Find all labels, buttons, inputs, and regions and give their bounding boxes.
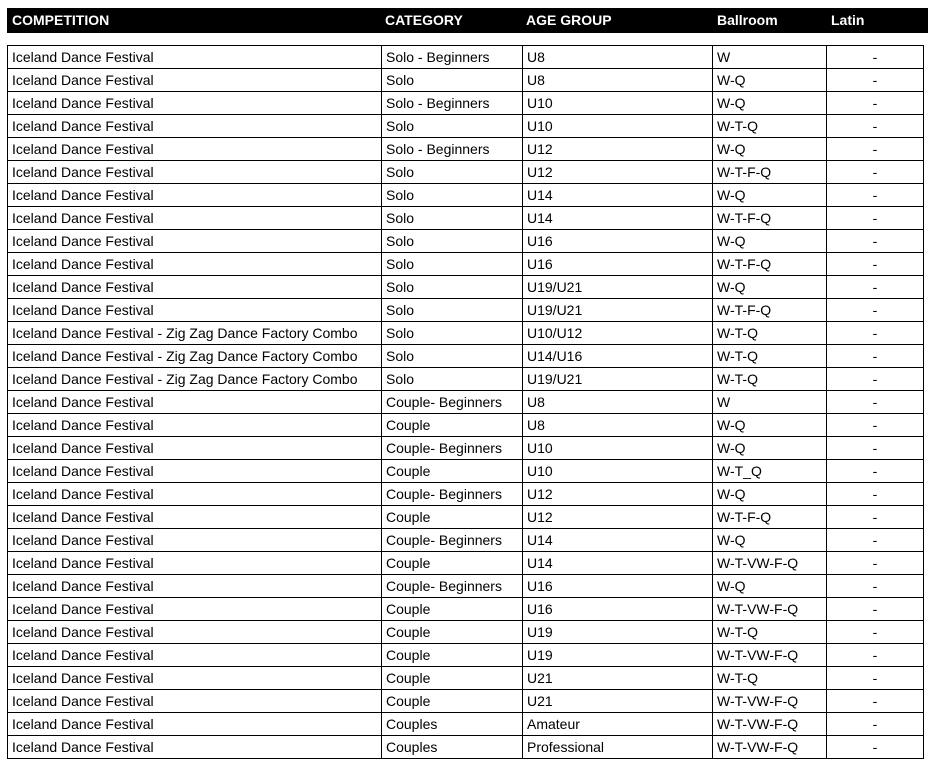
category-cell[interactable]: Couple	[382, 460, 523, 483]
table-row[interactable]	[8, 276, 924, 299]
competition-cell[interactable]: Iceland Dance Festival	[8, 92, 382, 115]
ballroom-cell[interactable]: W-T-F-Q	[713, 161, 827, 184]
age-group-cell[interactable]: U16	[523, 230, 713, 253]
table-row[interactable]	[8, 483, 924, 506]
latin-cell[interactable]: -	[827, 161, 924, 184]
ballroom-cell[interactable]: W-T-Q	[713, 322, 827, 345]
table-row[interactable]	[8, 92, 924, 115]
latin-cell[interactable]: -	[827, 299, 924, 322]
competition-cell[interactable]: Iceland Dance Festival	[8, 598, 382, 621]
ballroom-cell[interactable]: W-Q	[713, 414, 827, 437]
competition-cell[interactable]: Iceland Dance Festival	[8, 736, 382, 759]
latin-cell[interactable]: -	[827, 92, 924, 115]
category-cell[interactable]: Solo - Beginners	[382, 138, 523, 161]
category-cell[interactable]: Solo	[382, 253, 523, 276]
competition-cell[interactable]: Iceland Dance Festival	[8, 713, 382, 736]
competition-cell[interactable]: Iceland Dance Festival	[8, 207, 382, 230]
age-group-cell[interactable]: U14	[523, 207, 713, 230]
ballroom-cell[interactable]: W-T-Q	[713, 115, 827, 138]
category-cell[interactable]: Solo	[382, 230, 523, 253]
age-group-cell[interactable]: U19	[523, 644, 713, 667]
latin-cell[interactable]: -	[827, 690, 924, 713]
age-group-cell[interactable]: Professional	[523, 736, 713, 759]
competition-cell[interactable]: Iceland Dance Festival	[8, 69, 382, 92]
competition-table-body	[8, 46, 924, 759]
competition-cell[interactable]: Iceland Dance Festival	[8, 161, 382, 184]
table-row[interactable]	[8, 644, 924, 667]
category-cell[interactable]: Solo - Beginners	[382, 92, 523, 115]
competition-cell[interactable]: Iceland Dance Festival	[8, 460, 382, 483]
category-cell[interactable]: Couple- Beginners	[382, 483, 523, 506]
table-row[interactable]	[8, 368, 924, 391]
category-cell[interactable]: Couple- Beginners	[382, 391, 523, 414]
competition-cell[interactable]: Iceland Dance Festival	[8, 230, 382, 253]
age-group-cell[interactable]: U12	[523, 483, 713, 506]
latin-cell[interactable]: -	[827, 552, 924, 575]
category-cell[interactable]: Couple	[382, 690, 523, 713]
ballroom-cell[interactable]: W-Q	[713, 483, 827, 506]
table-row[interactable]	[8, 529, 924, 552]
competition-cell[interactable]: Iceland Dance Festival	[8, 391, 382, 414]
latin-cell[interactable]: -	[827, 736, 924, 759]
competition-cell[interactable]: Iceland Dance Festival	[8, 552, 382, 575]
competition-cell[interactable]: Iceland Dance Festival	[8, 276, 382, 299]
age-group-cell[interactable]: U19	[523, 621, 713, 644]
table-row[interactable]	[8, 161, 924, 184]
ballroom-cell[interactable]: W-T-F-Q	[713, 207, 827, 230]
table-row[interactable]	[8, 736, 924, 759]
table-row[interactable]	[8, 437, 924, 460]
category-cell[interactable]: Solo	[382, 115, 523, 138]
table-row[interactable]	[8, 506, 924, 529]
table-row[interactable]	[8, 575, 924, 598]
ballroom-cell[interactable]: W-T-VW-F-Q	[713, 736, 827, 759]
age-group-cell[interactable]: U16	[523, 598, 713, 621]
age-group-cell[interactable]: U16	[523, 253, 713, 276]
ballroom-cell[interactable]: W-T_Q	[713, 460, 827, 483]
competition-cell[interactable]: Iceland Dance Festival	[8, 667, 382, 690]
category-cell[interactable]: Solo	[382, 276, 523, 299]
latin-cell[interactable]: -	[827, 207, 924, 230]
category-cell[interactable]: Solo	[382, 161, 523, 184]
competition-cell[interactable]: Iceland Dance Festival	[8, 506, 382, 529]
latin-cell[interactable]: -	[827, 483, 924, 506]
age-group-cell[interactable]: U12	[523, 138, 713, 161]
latin-cell[interactable]: -	[827, 598, 924, 621]
category-cell[interactable]: Couples	[382, 736, 523, 759]
ballroom-cell[interactable]: W-T-F-Q	[713, 506, 827, 529]
age-group-cell[interactable]: U8	[523, 414, 713, 437]
table-row[interactable]	[8, 230, 924, 253]
ballroom-cell[interactable]: W-T-VW-F-Q	[713, 713, 827, 736]
latin-cell[interactable]: -	[827, 184, 924, 207]
age-group-cell[interactable]: U21	[523, 690, 713, 713]
latin-cell[interactable]: -	[827, 46, 924, 69]
latin-cell[interactable]: -	[827, 460, 924, 483]
table-row[interactable]	[8, 207, 924, 230]
latin-cell[interactable]: -	[827, 667, 924, 690]
latin-cell[interactable]: -	[827, 644, 924, 667]
age-group-cell[interactable]: U8	[523, 46, 713, 69]
ballroom-cell[interactable]: W-Q	[713, 230, 827, 253]
age-group-cell[interactable]: U8	[523, 391, 713, 414]
category-cell[interactable]: Couple- Beginners	[382, 437, 523, 460]
latin-cell[interactable]: -	[827, 276, 924, 299]
age-group-cell[interactable]: U10	[523, 115, 713, 138]
competition-cell[interactable]: Iceland Dance Festival	[8, 299, 382, 322]
latin-cell[interactable]: -	[827, 391, 924, 414]
category-cell[interactable]: Solo	[382, 368, 523, 391]
latin-cell[interactable]: -	[827, 368, 924, 391]
age-group-cell[interactable]: U12	[523, 506, 713, 529]
category-cell[interactable]: Couples	[382, 713, 523, 736]
competition-cell[interactable]: Iceland Dance Festival	[8, 115, 382, 138]
table-row[interactable]	[8, 690, 924, 713]
table-row[interactable]	[8, 299, 924, 322]
competition-cell[interactable]: Iceland Dance Festival	[8, 437, 382, 460]
ballroom-cell[interactable]: W-T-VW-F-Q	[713, 690, 827, 713]
competition-cell[interactable]: Iceland Dance Festival	[8, 644, 382, 667]
table-row[interactable]	[8, 621, 924, 644]
category-cell[interactable]: Solo	[382, 69, 523, 92]
latin-cell[interactable]: -	[827, 345, 924, 368]
competition-cell[interactable]: Iceland Dance Festival	[8, 46, 382, 69]
table-row[interactable]	[8, 414, 924, 437]
age-group-cell[interactable]: U19/U21	[523, 368, 713, 391]
column-header-category[interactable]: CATEGORY	[385, 12, 463, 28]
ballroom-cell[interactable]: W-Q	[713, 437, 827, 460]
ballroom-cell[interactable]: W-T-VW-F-Q	[713, 552, 827, 575]
ballroom-cell[interactable]: W-Q	[713, 276, 827, 299]
latin-cell[interactable]: -	[827, 575, 924, 598]
age-group-cell[interactable]: U14/U16	[523, 345, 713, 368]
category-cell[interactable]: Solo	[382, 207, 523, 230]
column-header-ballroom[interactable]: Ballroom	[717, 12, 778, 28]
age-group-cell[interactable]: U19/U21	[523, 299, 713, 322]
column-header-latin[interactable]: Latin	[831, 12, 865, 28]
ballroom-cell[interactable]: W-T-F-Q	[713, 299, 827, 322]
competition-cell[interactable]: Iceland Dance Festival	[8, 690, 382, 713]
column-header-competition[interactable]: COMPETITION	[12, 12, 110, 28]
ballroom-cell[interactable]: W-Q	[713, 575, 827, 598]
ballroom-cell[interactable]: W	[713, 46, 827, 69]
ballroom-cell[interactable]: W-T-F-Q	[713, 253, 827, 276]
table-row[interactable]	[8, 138, 924, 161]
age-group-cell[interactable]: U8	[523, 69, 713, 92]
latin-cell[interactable]: -	[827, 529, 924, 552]
table-header-bar	[7, 8, 928, 33]
latin-cell[interactable]: -	[827, 230, 924, 253]
ballroom-cell[interactable]: W-T-VW-F-Q	[713, 644, 827, 667]
ballroom-cell[interactable]: W-Q	[713, 529, 827, 552]
competition-cell[interactable]: Iceland Dance Festival	[8, 575, 382, 598]
competition-cell[interactable]: Iceland Dance Festival - Zig Zag Dance Factory Combo	[8, 322, 382, 345]
ballroom-cell[interactable]: W-T-Q	[713, 368, 827, 391]
column-header-age-group[interactable]: AGE GROUP	[526, 12, 612, 28]
ballroom-cell[interactable]: W-T-VW-F-Q	[713, 598, 827, 621]
ballroom-cell[interactable]: W-Q	[713, 92, 827, 115]
category-cell[interactable]: Solo	[382, 184, 523, 207]
competition-cell[interactable]: Iceland Dance Festival	[8, 253, 382, 276]
category-cell[interactable]: Couple	[382, 667, 523, 690]
category-cell[interactable]: Couple- Beginners	[382, 575, 523, 598]
table-row[interactable]	[8, 115, 924, 138]
table-row[interactable]	[8, 460, 924, 483]
latin-cell[interactable]: -	[827, 322, 924, 345]
age-group-cell[interactable]: U10	[523, 92, 713, 115]
age-group-cell[interactable]: U10/U12	[523, 322, 713, 345]
category-cell[interactable]: Couple	[382, 621, 523, 644]
age-group-cell[interactable]: U16	[523, 575, 713, 598]
category-cell[interactable]: Couple	[382, 598, 523, 621]
category-cell[interactable]: Couple- Beginners	[382, 529, 523, 552]
table-row[interactable]	[8, 322, 924, 345]
latin-cell[interactable]: -	[827, 138, 924, 161]
age-group-cell[interactable]: U19/U21	[523, 276, 713, 299]
age-group-cell[interactable]: U10	[523, 460, 713, 483]
competition-cell[interactable]: Iceland Dance Festival	[8, 483, 382, 506]
latin-cell[interactable]: -	[827, 437, 924, 460]
age-group-cell[interactable]: U12	[523, 161, 713, 184]
competition-cell[interactable]: Iceland Dance Festival - Zig Zag Dance Factory Combo	[8, 345, 382, 368]
latin-cell[interactable]: -	[827, 69, 924, 92]
category-cell[interactable]: Couple	[382, 644, 523, 667]
age-group-cell[interactable]: U21	[523, 667, 713, 690]
competition-cell[interactable]: Iceland Dance Festival	[8, 621, 382, 644]
table-row[interactable]	[8, 552, 924, 575]
table-row[interactable]	[8, 391, 924, 414]
age-group-cell[interactable]: Amateur	[523, 713, 713, 736]
category-cell[interactable]: Solo	[382, 345, 523, 368]
latin-cell[interactable]: -	[827, 414, 924, 437]
age-group-cell[interactable]: U14	[523, 552, 713, 575]
category-cell[interactable]: Solo	[382, 299, 523, 322]
category-cell[interactable]: Couple	[382, 506, 523, 529]
competition-table	[7, 45, 924, 759]
age-group-cell[interactable]: U10	[523, 437, 713, 460]
latin-cell[interactable]: -	[827, 253, 924, 276]
ballroom-cell[interactable]: W-Q	[713, 138, 827, 161]
table-row[interactable]	[8, 713, 924, 736]
competition-cell[interactable]: Iceland Dance Festival - Zig Zag Dance Factory Combo	[8, 368, 382, 391]
competition-cell[interactable]: Iceland Dance Festival	[8, 138, 382, 161]
ballroom-cell[interactable]: W-Q	[713, 69, 827, 92]
table-row[interactable]	[8, 46, 924, 69]
age-group-cell[interactable]: U14	[523, 184, 713, 207]
ballroom-cell[interactable]: W-Q	[713, 184, 827, 207]
ballroom-cell[interactable]: W	[713, 391, 827, 414]
latin-cell[interactable]: -	[827, 713, 924, 736]
competition-cell[interactable]: Iceland Dance Festival	[8, 529, 382, 552]
ballroom-cell[interactable]: W-T-Q	[713, 345, 827, 368]
table-row[interactable]	[8, 184, 924, 207]
table-row[interactable]	[8, 667, 924, 690]
table-row[interactable]	[8, 598, 924, 621]
ballroom-cell[interactable]: W-T-Q	[713, 667, 827, 690]
table-row[interactable]	[8, 69, 924, 92]
table-row[interactable]	[8, 253, 924, 276]
category-cell[interactable]: Solo - Beginners	[382, 46, 523, 69]
competition-cell[interactable]: Iceland Dance Festival	[8, 184, 382, 207]
latin-cell[interactable]: -	[827, 506, 924, 529]
ballroom-cell[interactable]: W-T-Q	[713, 621, 827, 644]
category-cell[interactable]: Couple	[382, 414, 523, 437]
table-row[interactable]	[8, 345, 924, 368]
category-cell[interactable]: Solo	[382, 322, 523, 345]
category-cell[interactable]: Couple	[382, 552, 523, 575]
latin-cell[interactable]: -	[827, 115, 924, 138]
latin-cell[interactable]: -	[827, 621, 924, 644]
competition-cell[interactable]: Iceland Dance Festival	[8, 414, 382, 437]
age-group-cell[interactable]: U14	[523, 529, 713, 552]
